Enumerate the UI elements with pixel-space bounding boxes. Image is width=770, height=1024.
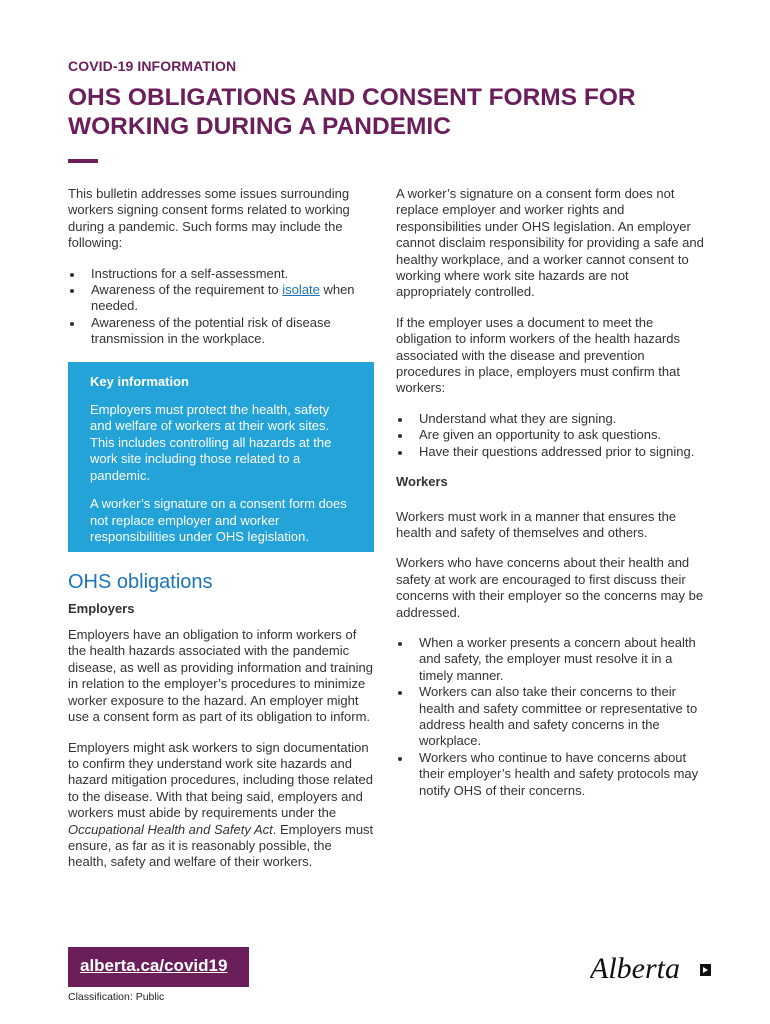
workers-paragraph: Workers must work in a manner that ensures the health and safety of themselves and others. [396,508,677,540]
consent-paragraph: A worker’s signature on a consent form does not replace employer and worker rights and responsibilities under OHS legislation. An employer cannot disclaim responsibility for providing a safe and healthy workplace, and a worker cannot consent to working where work site hazards are not appropriately controlled. [396,186,704,300]
paragraph-text: . Employers must ensure, as far as it is reasonably possible, the health, safety and welfare of their workers. [68,821,374,870]
eyebrow-label: COVID-19 INFORMATION [68,58,237,74]
list-item: Are given an opportunity to ask questions. [396,427,706,443]
act-name: Occupational Health and Safety Act [68,821,273,837]
list-item: Workers who continue to have concerns about their employer’s health and safety protocols may notify OHS of their concerns. [396,750,706,799]
key-information-paragraph: Employers must protect the health, safety and welfare of workers at their work sites. This includes controlling all hazards at the work site including those related to a pandemic. [90,402,332,483]
list-item: Have their questions addressed prior to signing. [396,444,706,460]
employers-paragraph: Employers have an obligation to inform workers of the health hazards associated with the pandemic disease, as well as providing information and training in relation to the employer’s procedures to minimize worker exposure to the hazard. An employer might use a consent form as part of its obligation to inform. [68,627,373,725]
employers-paragraph [68,740,374,871]
list-item-text: Awareness of the requirement to [91,282,283,298]
form-contents-list [68,266,374,348]
isolate-link[interactable]: isolate [282,282,320,298]
left-column [68,186,374,871]
section-heading: OHS obligations [68,570,213,593]
key-information-box [68,362,374,552]
list-item: Awareness of the potential risk of disease transmission in the workplace. [68,315,374,348]
list-item-text: when needed. [91,282,355,314]
workers-heading: Workers [396,474,448,490]
workers-paragraph: Workers who have concerns about their health and safety at work are encouraged to first discuss their concerns with their employer so the concerns may be addressed. [396,555,704,620]
key-information-heading: Key information [90,373,189,389]
concerns-list [396,635,706,799]
right-column [396,186,706,813]
employers-heading: Employers [68,600,135,616]
title-line-1: OHS OBLIGATIONS AND CONSENT FORMS FOR [68,84,636,111]
confirm-list [396,411,706,460]
title-underline-bar [68,159,98,163]
covid-url-banner[interactable] [68,947,249,987]
alberta-logo [590,948,714,986]
list-item: Instructions for a self-assessment. [68,266,374,282]
paragraph-text: Employers might ask workers to sign documentation to confirm they understand work site hazards and hazard mitigation procedures, including those related to the disease. With that being said, employers and workers must abide by requirements under the [68,739,373,821]
alberta-logo-wordmark: Alberta [590,952,680,985]
confirm-paragraph: If the employer uses a document to meet the obligation to inform workers of the health hazards associated with the disease and prevention procedures in place, employers must confirm that workers: [396,314,680,396]
list-item [68,282,374,315]
intro-paragraph: This bulletin addresses some issues surrounding workers signing consent forms related to working during a pandemic. Such forms may include the following: [68,186,350,251]
list-item: When a worker presents a concern about health and safety, the employer must resolve it in a timely manner. [396,635,706,684]
classification-label: Classification: Public [68,991,165,1003]
list-item: Understand what they are signing. [396,411,706,427]
page-title [68,83,708,141]
key-information-paragraph: A worker’s signature on a consent form does not replace employer and worker responsibilities under OHS legislation. [90,496,347,544]
covid-url-link[interactable]: alberta.ca/covid19 [80,956,228,975]
title-line-2: WORKING DURING A PANDEMIC [68,113,451,140]
list-item: Workers can also take their concerns to their health and safety committee or representative to address health and safety concerns in the workplace. [396,684,706,750]
